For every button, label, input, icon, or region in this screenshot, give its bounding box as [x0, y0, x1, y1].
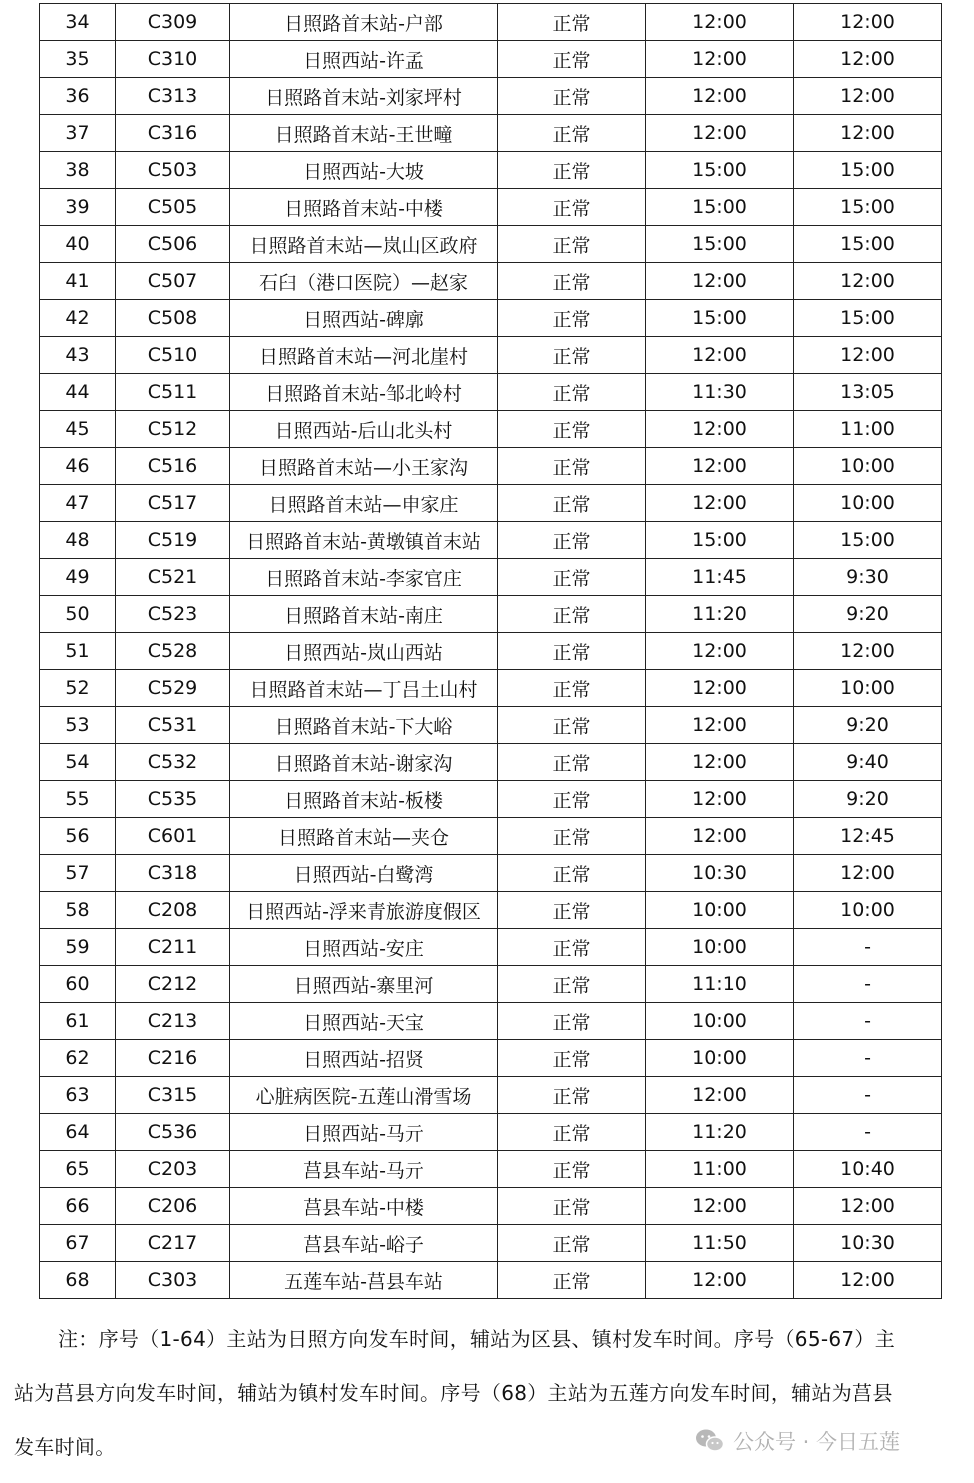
main-station-time: 12:00	[646, 707, 794, 744]
route-code: C310	[116, 41, 230, 78]
aux-station-time: 15:00	[794, 189, 942, 226]
route-status: 正常	[498, 1151, 646, 1188]
row-number: 66	[40, 1188, 116, 1225]
row-number: 45	[40, 411, 116, 448]
main-station-time: 15:00	[646, 522, 794, 559]
route-code: C523	[116, 596, 230, 633]
aux-station-time: 12:00	[794, 337, 942, 374]
main-station-time: 11:30	[646, 374, 794, 411]
route-code: C508	[116, 300, 230, 337]
route-name: 日照西站-寨里河	[230, 966, 498, 1003]
route-name: 莒县车站-中楼	[230, 1188, 498, 1225]
route-status: 正常	[498, 966, 646, 1003]
table-row	[40, 633, 942, 670]
route-code: C529	[116, 670, 230, 707]
route-name: 日照路首末站—申家庄	[230, 485, 498, 522]
aux-station-time: 10:00	[794, 670, 942, 707]
table-row	[40, 448, 942, 485]
aux-station-time: 9:40	[794, 744, 942, 781]
route-name: 莒县车站-峪子	[230, 1225, 498, 1262]
row-number: 43	[40, 337, 116, 374]
row-number: 60	[40, 966, 116, 1003]
route-code: C217	[116, 1225, 230, 1262]
aux-station-time: 12:00	[794, 855, 942, 892]
row-number: 65	[40, 1151, 116, 1188]
table-row	[40, 337, 942, 374]
route-name: 日照路首末站-王世疃	[230, 115, 498, 152]
route-name: 日照西站-白鹭湾	[230, 855, 498, 892]
main-station-time: 10:00	[646, 929, 794, 966]
row-number: 44	[40, 374, 116, 411]
table-row	[40, 559, 942, 596]
aux-station-time: 12:00	[794, 78, 942, 115]
route-name: 日照西站-浮来青旅游度假区	[230, 892, 498, 929]
route-name: 日照路首末站-刘家坪村	[230, 78, 498, 115]
main-station-time: 12:00	[646, 78, 794, 115]
route-name: 日照路首末站—丁吕土山村	[230, 670, 498, 707]
aux-station-time: 10:00	[794, 448, 942, 485]
table-row	[40, 929, 942, 966]
main-station-time: 12:00	[646, 337, 794, 374]
aux-station-time: 9:20	[794, 707, 942, 744]
route-status: 正常	[498, 781, 646, 818]
route-code: C507	[116, 263, 230, 300]
main-station-time: 11:20	[646, 1114, 794, 1151]
row-number: 67	[40, 1225, 116, 1262]
route-code: C535	[116, 781, 230, 818]
route-name: 五莲车站-莒县车站	[230, 1262, 498, 1299]
row-number: 48	[40, 522, 116, 559]
route-status: 正常	[498, 1003, 646, 1040]
schedule-body	[40, 4, 942, 1299]
table-row	[40, 189, 942, 226]
route-name: 日照西站-后山北头村	[230, 411, 498, 448]
route-code: C316	[116, 115, 230, 152]
route-code: C211	[116, 929, 230, 966]
table-row	[40, 966, 942, 1003]
route-name: 日照路首末站-谢家沟	[230, 744, 498, 781]
route-code: C315	[116, 1077, 230, 1114]
row-number: 50	[40, 596, 116, 633]
row-number: 49	[40, 559, 116, 596]
row-number: 36	[40, 78, 116, 115]
route-status: 正常	[498, 226, 646, 263]
row-number: 59	[40, 929, 116, 966]
route-code: C303	[116, 1262, 230, 1299]
main-station-time: 12:00	[646, 41, 794, 78]
row-number: 35	[40, 41, 116, 78]
row-number: 47	[40, 485, 116, 522]
table-row	[40, 485, 942, 522]
route-status: 正常	[498, 855, 646, 892]
footnote-line-3: 发车时间。	[14, 1435, 116, 1459]
table-row	[40, 78, 942, 115]
route-name: 日照西站-马亓	[230, 1114, 498, 1151]
route-code: C512	[116, 411, 230, 448]
watermark	[695, 1426, 900, 1456]
watermark-text: 公众号 · 今日五莲	[733, 1430, 901, 1454]
route-code: C318	[116, 855, 230, 892]
route-code: C309	[116, 4, 230, 41]
main-station-time: 12:00	[646, 633, 794, 670]
row-number: 34	[40, 4, 116, 41]
route-name: 日照路首末站-板楼	[230, 781, 498, 818]
row-number: 63	[40, 1077, 116, 1114]
route-status: 正常	[498, 670, 646, 707]
route-code: C521	[116, 559, 230, 596]
table-row	[40, 1040, 942, 1077]
aux-station-time: 10:00	[794, 892, 942, 929]
main-station-time: 15:00	[646, 152, 794, 189]
main-station-time: 12:00	[646, 485, 794, 522]
aux-station-time: 12:00	[794, 115, 942, 152]
main-station-time: 15:00	[646, 189, 794, 226]
table-row	[40, 522, 942, 559]
aux-station-time: 9:20	[794, 596, 942, 633]
route-status: 正常	[498, 115, 646, 152]
table-row	[40, 374, 942, 411]
route-code: C506	[116, 226, 230, 263]
main-station-time: 12:00	[646, 448, 794, 485]
main-station-time: 15:00	[646, 226, 794, 263]
row-number: 38	[40, 152, 116, 189]
aux-station-time: -	[794, 1040, 942, 1077]
route-code: C216	[116, 1040, 230, 1077]
aux-station-time: 12:00	[794, 1188, 942, 1225]
row-number: 64	[40, 1114, 116, 1151]
main-station-time: 11:45	[646, 559, 794, 596]
route-code: C510	[116, 337, 230, 374]
wechat-icon	[695, 1428, 725, 1454]
route-name: 日照路首末站—河北崖村	[230, 337, 498, 374]
route-status: 正常	[498, 1077, 646, 1114]
route-code: C532	[116, 744, 230, 781]
route-status: 正常	[498, 189, 646, 226]
route-name: 日照西站-大坡	[230, 152, 498, 189]
route-name: 日照西站-碑廓	[230, 300, 498, 337]
main-station-time: 12:00	[646, 781, 794, 818]
main-station-time: 15:00	[646, 300, 794, 337]
route-name: 日照路首末站-南庄	[230, 596, 498, 633]
route-code: C528	[116, 633, 230, 670]
route-code: C511	[116, 374, 230, 411]
route-name: 莒县车站-马亓	[230, 1151, 498, 1188]
route-code: C213	[116, 1003, 230, 1040]
main-station-time: 12:00	[646, 1077, 794, 1114]
route-code: C203	[116, 1151, 230, 1188]
route-status: 正常	[498, 1262, 646, 1299]
route-name: 日照路首末站—小王家沟	[230, 448, 498, 485]
route-code: C531	[116, 707, 230, 744]
row-number: 54	[40, 744, 116, 781]
main-station-time: 11:20	[646, 596, 794, 633]
row-number: 53	[40, 707, 116, 744]
route-name: 日照西站-岚山西站	[230, 633, 498, 670]
route-status: 正常	[498, 1114, 646, 1151]
main-station-time: 11:10	[646, 966, 794, 1003]
table-row	[40, 115, 942, 152]
route-status: 正常	[498, 411, 646, 448]
main-station-time: 12:00	[646, 4, 794, 41]
route-name: 日照路首末站-中楼	[230, 189, 498, 226]
row-number: 39	[40, 189, 116, 226]
main-station-time: 10:00	[646, 892, 794, 929]
table-row	[40, 670, 942, 707]
route-name: 日照路首末站-邹北岭村	[230, 374, 498, 411]
aux-station-time: 12:00	[794, 633, 942, 670]
table-row	[40, 1262, 942, 1299]
route-code: C208	[116, 892, 230, 929]
main-station-time: 12:00	[646, 744, 794, 781]
table-row	[40, 1077, 942, 1114]
main-station-time: 12:00	[646, 411, 794, 448]
table-row	[40, 1114, 942, 1151]
route-status: 正常	[498, 263, 646, 300]
row-number: 61	[40, 1003, 116, 1040]
route-code: C503	[116, 152, 230, 189]
route-status: 正常	[498, 892, 646, 929]
row-number: 41	[40, 263, 116, 300]
main-station-time: 12:00	[646, 818, 794, 855]
route-name: 日照西站-招贤	[230, 1040, 498, 1077]
route-name: 日照路首末站-户部	[230, 4, 498, 41]
table-row	[40, 1188, 942, 1225]
row-number: 40	[40, 226, 116, 263]
route-code: C212	[116, 966, 230, 1003]
route-code: C206	[116, 1188, 230, 1225]
aux-station-time: 13:05	[794, 374, 942, 411]
table-row	[40, 263, 942, 300]
route-status: 正常	[498, 744, 646, 781]
aux-station-time: -	[794, 1077, 942, 1114]
aux-station-time: 12:00	[794, 263, 942, 300]
aux-station-time: -	[794, 929, 942, 966]
row-number: 42	[40, 300, 116, 337]
aux-station-time: 15:00	[794, 152, 942, 189]
route-code: C505	[116, 189, 230, 226]
route-name: 石臼（港口医院）—赵家	[230, 263, 498, 300]
table-row	[40, 781, 942, 818]
aux-station-time: 10:00	[794, 485, 942, 522]
aux-station-time: -	[794, 1003, 942, 1040]
table-row	[40, 1225, 942, 1262]
route-status: 正常	[498, 300, 646, 337]
row-number: 62	[40, 1040, 116, 1077]
route-name: 日照路首末站-下大峪	[230, 707, 498, 744]
route-status: 正常	[498, 78, 646, 115]
route-code: C517	[116, 485, 230, 522]
main-station-time: 12:00	[646, 1262, 794, 1299]
route-name: 日照路首末站—夹仓	[230, 818, 498, 855]
route-name: 心脏病医院-五莲山滑雪场	[230, 1077, 498, 1114]
table-row	[40, 855, 942, 892]
route-code: C313	[116, 78, 230, 115]
table-row	[40, 596, 942, 633]
route-name: 日照路首末站-黄墩镇首末站	[230, 522, 498, 559]
aux-station-time: 15:00	[794, 226, 942, 263]
table-row	[40, 411, 942, 448]
route-status: 正常	[498, 337, 646, 374]
route-status: 正常	[498, 522, 646, 559]
route-code: C601	[116, 818, 230, 855]
main-station-time: 12:00	[646, 1188, 794, 1225]
table-row	[40, 1003, 942, 1040]
table-row	[40, 152, 942, 189]
route-status: 正常	[498, 707, 646, 744]
route-name: 日照路首末站-李家官庄	[230, 559, 498, 596]
table-row	[40, 226, 942, 263]
aux-station-time: 12:00	[794, 41, 942, 78]
aux-station-time: 9:30	[794, 559, 942, 596]
route-code: C536	[116, 1114, 230, 1151]
main-station-time: 10:00	[646, 1003, 794, 1040]
aux-station-time: 11:00	[794, 411, 942, 448]
table-row	[40, 300, 942, 337]
footnote-line-1: 注：序号（1-64）主站为日照方向发车时间，辅站为区县、镇村发车时间。序号（65-67）主	[58, 1327, 896, 1351]
table-row	[40, 744, 942, 781]
aux-station-time: 12:00	[794, 4, 942, 41]
row-number: 57	[40, 855, 116, 892]
main-station-time: 12:00	[646, 263, 794, 300]
row-number: 58	[40, 892, 116, 929]
route-status: 正常	[498, 633, 646, 670]
row-number: 55	[40, 781, 116, 818]
table-row	[40, 892, 942, 929]
table-row	[40, 818, 942, 855]
row-number: 56	[40, 818, 116, 855]
route-status: 正常	[498, 596, 646, 633]
row-number: 68	[40, 1262, 116, 1299]
table-row	[40, 1151, 942, 1188]
route-status: 正常	[498, 448, 646, 485]
route-status: 正常	[498, 152, 646, 189]
row-number: 51	[40, 633, 116, 670]
main-station-time: 10:30	[646, 855, 794, 892]
route-status: 正常	[498, 1225, 646, 1262]
route-name: 日照路首末站—岚山区政府	[230, 226, 498, 263]
aux-station-time: 9:20	[794, 781, 942, 818]
main-station-time: 11:50	[646, 1225, 794, 1262]
footnote-line-2: 站为莒县方向发车时间，辅站为镇村发车时间。序号（68）主站为五莲方向发车时间，辅站为莒县	[14, 1381, 893, 1405]
route-name: 日照西站-天宝	[230, 1003, 498, 1040]
route-code: C516	[116, 448, 230, 485]
route-status: 正常	[498, 559, 646, 596]
bus-schedule-table	[39, 3, 942, 1299]
route-name: 日照西站-安庄	[230, 929, 498, 966]
route-status: 正常	[498, 374, 646, 411]
main-station-time: 10:00	[646, 1040, 794, 1077]
aux-station-time: 12:00	[794, 1262, 942, 1299]
route-status: 正常	[498, 4, 646, 41]
aux-station-time: 15:00	[794, 522, 942, 559]
aux-station-time: 10:40	[794, 1151, 942, 1188]
aux-station-time: 10:30	[794, 1225, 942, 1262]
main-station-time: 11:00	[646, 1151, 794, 1188]
route-status: 正常	[498, 929, 646, 966]
route-code: C519	[116, 522, 230, 559]
route-name: 日照西站-许孟	[230, 41, 498, 78]
table-row	[40, 707, 942, 744]
main-station-time: 12:00	[646, 115, 794, 152]
row-number: 46	[40, 448, 116, 485]
row-number: 52	[40, 670, 116, 707]
route-status: 正常	[498, 818, 646, 855]
route-status: 正常	[498, 485, 646, 522]
table-row	[40, 41, 942, 78]
route-status: 正常	[498, 1040, 646, 1077]
main-station-time: 12:00	[646, 670, 794, 707]
route-status: 正常	[498, 41, 646, 78]
aux-station-time: 15:00	[794, 300, 942, 337]
row-number: 37	[40, 115, 116, 152]
route-status: 正常	[498, 1188, 646, 1225]
aux-station-time: -	[794, 1114, 942, 1151]
aux-station-time: 12:45	[794, 818, 942, 855]
aux-station-time: -	[794, 966, 942, 1003]
table-row	[40, 4, 942, 41]
